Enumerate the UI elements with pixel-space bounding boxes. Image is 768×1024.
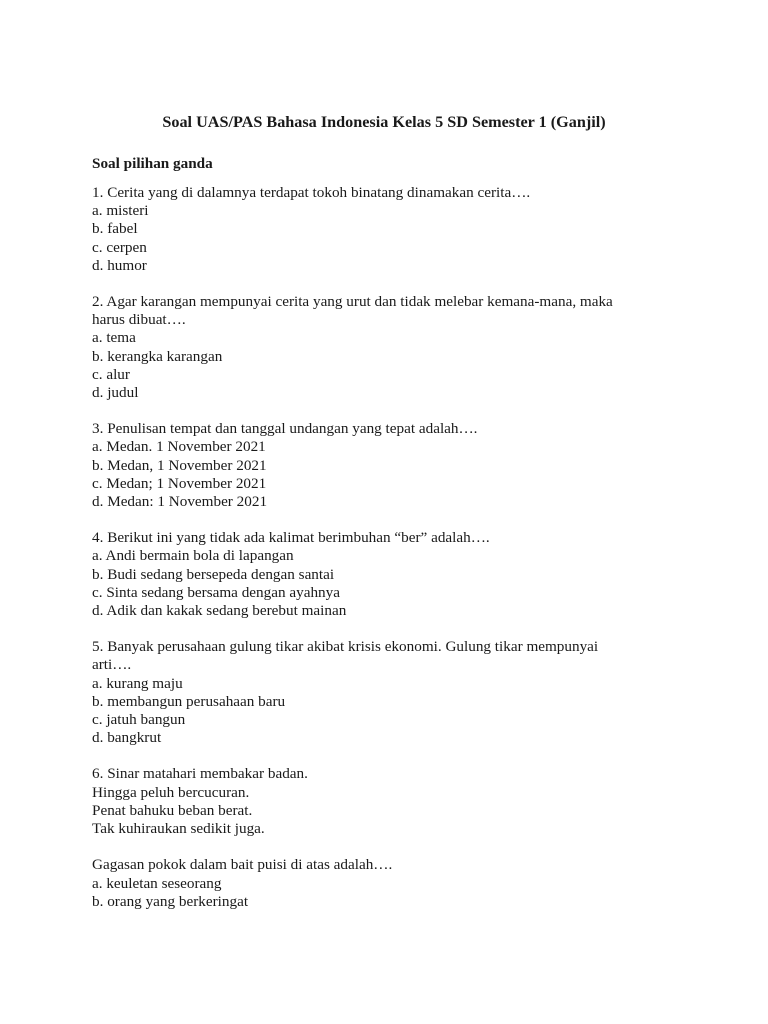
question-6	[92, 765, 692, 910]
option-c: c. cerpen	[92, 238, 147, 256]
question-stem: Gagasan pokok dalam bait puisi di atas adalah….	[92, 856, 393, 874]
question-stem: 3. Penulisan tempat dan tanggal undangan yang tepat adalah….	[92, 420, 478, 438]
poem-line-1: 6. Sinar matahari membakar badan.	[92, 765, 308, 783]
question-stem-continued: arti….	[92, 656, 132, 674]
option-a: a. kurang maju	[92, 674, 183, 692]
spacer	[92, 838, 692, 856]
option-d: d. judul	[92, 384, 139, 402]
option-b: b. orang yang berkeringat	[92, 892, 249, 910]
option-d: d. humor	[92, 256, 147, 274]
question-3	[92, 420, 692, 511]
question-stem-continued: harus dibuat….	[92, 311, 186, 329]
question-2	[92, 293, 692, 402]
question-stem: 1. Cerita yang di dalamnya terdapat tokoh binatang dinamakan cerita….	[92, 184, 531, 201]
question-stem: 5. Banyak perusahaan gulung tikar akibat krisis ekonomi. Gulung tikar mempunyai	[92, 638, 599, 656]
question-4	[92, 529, 692, 620]
option-a: a. Medan. 1 November 2021	[92, 438, 266, 456]
option-b: b. membangun perusahaan baru	[92, 692, 286, 710]
question-stem: 4. Berikut ini yang tidak ada kalimat berimbuhan “ber” adalah….	[92, 529, 490, 547]
option-c: c. jatuh bangun	[92, 711, 186, 729]
poem-line-2: Hingga peluh bercucuran.	[92, 783, 250, 801]
option-d: d. bangkrut	[92, 729, 162, 747]
option-d: d. Medan: 1 November 2021	[92, 493, 268, 511]
option-c: c. Sinta sedang bersama dengan ayahnya	[92, 583, 340, 601]
option-a: a. keuletan seseorang	[92, 874, 222, 892]
option-b: b. Budi sedang bersepeda dengan santai	[92, 565, 335, 583]
option-b: b. Medan, 1 November 2021	[92, 456, 267, 474]
option-b: b. kerangka karangan	[92, 347, 223, 365]
option-b: b. fabel	[92, 220, 138, 238]
question-1	[92, 184, 692, 275]
poem-line-4: Tak kuhiraukan sedikit juga.	[92, 820, 265, 838]
document-page	[92, 112, 692, 929]
option-d: d. Adik dan kakak sedang berebut mainan	[92, 602, 347, 620]
question-5	[92, 638, 692, 747]
option-a: a. Andi bermain bola di lapangan	[92, 547, 294, 565]
section-heading: Soal pilihan ganda	[92, 155, 213, 172]
option-c: c. alur	[92, 365, 130, 383]
option-a: a. tema	[92, 329, 136, 347]
option-c: c. Medan; 1 November 2021	[92, 474, 267, 492]
option-a: a. misteri	[92, 202, 149, 220]
question-stem: 2. Agar karangan mempunyai cerita yang urut dan tidak melebar kemana-mana, maka	[92, 293, 613, 311]
document-title: Soal UAS/PAS Bahasa Indonesia Kelas 5 SD Semester 1 (Ganjil)	[162, 113, 606, 131]
poem-line-3: Penat bahuku beban berat.	[92, 801, 253, 819]
